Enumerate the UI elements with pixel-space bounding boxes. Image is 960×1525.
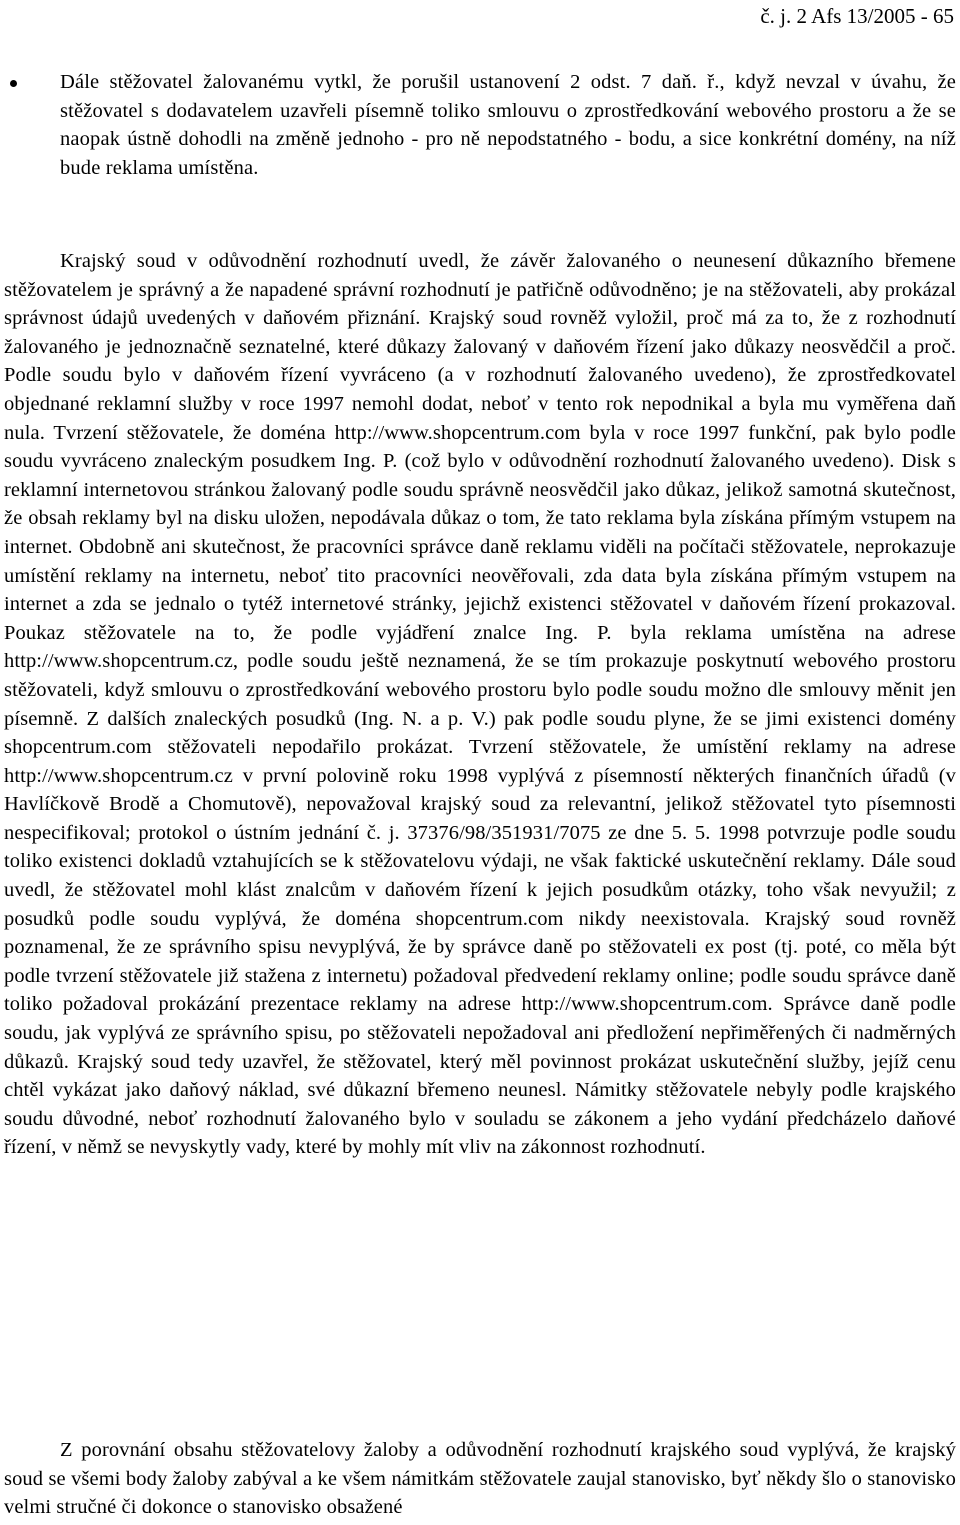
paragraph-comparison: Z porovnání obsahu stěžovatelovy žaloby a odůvodnění rozhodnutí krajského soud vyplývá, že krajský soud se všemi body žaloby zabýval a ke všem námitkám stěžovatele zaujal stanovisko, byť někdy šlo o stanovisko velmi stručné či dokonce o stanovisko obsažené bbox=[4, 1439, 956, 1519]
bullet-icon bbox=[10, 80, 17, 87]
paragraph-court-reasoning: Krajský soud v odůvodnění rozhodnutí uvedl, že závěr žalovaného o neunesení důkazního břemene stěžovatelem je správný a že napadené správní rozhodnutí je patřičně odůvodněno; je na stěžovateli, aby prokázal správnost údajů uvedených v daňovém přiznání. Krajský soud rovněž vyložil, proč má za to, že z rozhodnutí žalovaného je jednoznačně seznatelné, které důkazy žalovaný v daňovém řízení jako důkazy neosvědčil a proč. Podle soudu bylo v daňovém řízení vyvráceno (a v rozhodnutí žalovaného uvedeno), že zprostředkovatel objednané reklamní služby v roce 1997 nemohl dodat, neboť v tento rok nepodnikal a byla mu vyměřena daň nula. Tvrzení stěžovatele, že doména http://www.shopcentrum.com byla v roce 1997 funkční, pak bylo podle soudu vyvráceno znaleckým posudkem Ing. P. (což bylo v odůvodnění rozhodnutí žalovaného uvedeno). Disk s reklamní internetovou stránkou žalovaný podle soudu správně neosvědčil jako důkaz, jelikož samotná skutečnost, že obsah reklamy byl na disku uložen, nepodávala důkaz o tom, že tato reklama byla získána přímým vstupem na internet. Obdobně ani skutečnost, že pracovníci správce daně reklamu viděli na počítači stěžovatele, neprokazuje umístění reklamy na internetu, neboť tito pracovníci neověřovali, zda data byla získána přímým vstupem na internet a zda se jednalo o tytéž internetové stránky, jejichž existenci stěžovatel v daňovém řízení prokazoval. Poukaz stěžovatele na to, že podle vyjádření znalce Ing. P. byla reklama umístěna na adrese http://www.shopcentrum.cz, podle soudu ještě neznamená, že se tím prokazuje poskytnutí webového prostoru stěžovateli, když smlouvu o zprostředkování webového prostoru bylo podle soudu možno dle smlouvy měnit jen písemně. Z dalších znaleckých posudků (Ing. N. a p. V.) pak podle soudu plyne, že se jimi existenci domény shopcentrum.com stěžovateli nepodařilo prokázat. Tvrzení stěžovatele, že umístění reklamy na adrese http://www.shopcentrum.cz v první polovině roku 1998 vyplývá z písemností některých finančních úřadů (v Havlíčkově Brodě a Chomutově), nepovažoval krajský soud za relevantní, jelikož stěžovatel tyto písemnosti nespecifikoval; protokol o ústním jednání č. j. 37376/98/351931/7075 ze dne 5. 5. 1998 potvrzuje podle soudu toliko existenci dokladů vztahujících se k stěžovatelovu výdaji, ne však faktické uskutečnění reklamy. Dále soud uvedl, že stěžovatel mohl klást znalcům v daňovém řízení k jejich posudkům otázky, toho však nevyužil; z posudků podle soudu vyplývá, že doména shopcentrum.com nikdy neexistovala. Krajský soud rovněž poznamenal, že ze správního spisu nevyplývá, že by správce daně po stěžovateli ex post (tj. poté, co měla být podle tvrzení stěžovatele již stažena z internetu) požadoval předvedení reklamy online; podle soudu správce daně toliko požadoval prokázání prezentace reklamy na adrese http://www.shopcentrum.com. Správce daně podle soudu, jak vyplývá ze správního spisu, po stěžovateli nepožadoval ani předložení nepřiměřených či nadměrných důkazů. Krajský soud tedy uzavřel, že stěžovatel, který měl povinnost prokázat uskutečnění služby, jejíž cenu chtěl vykázat jako daňový náklad, své důkazní břemeno neunesl. Námitky stěžovatele nebyly podle krajského soudu důvodné, neboť rozhodnutí žalovaného bylo v souladu se zákonem a jeho vydání předcházelo daňové řízení, v němž se nevyskytly vady, které by mohly mít vliv na zákonnost rozhodnutí. bbox=[4, 250, 956, 1159]
bullet-item bbox=[4, 68, 956, 182]
bullet-text: Dále stěžovatel žalovanému vytkl, že porušil ustanovení 2 odst. 7 daň. ř., když nevzal v úvahu, že stěžovatel s dodavatelem uzavřeli písemně toliko smlouvu o zprostředkování webového prostoru a že se naopak ústně dohodli na změně jednoho - pro ně nepodstatného - bodu, a sice konkrétní domény, na níž bude reklama umístěna. bbox=[60, 71, 956, 179]
case-reference: č. j. 2 Afs 13/2005 - 65 bbox=[760, 4, 954, 28]
